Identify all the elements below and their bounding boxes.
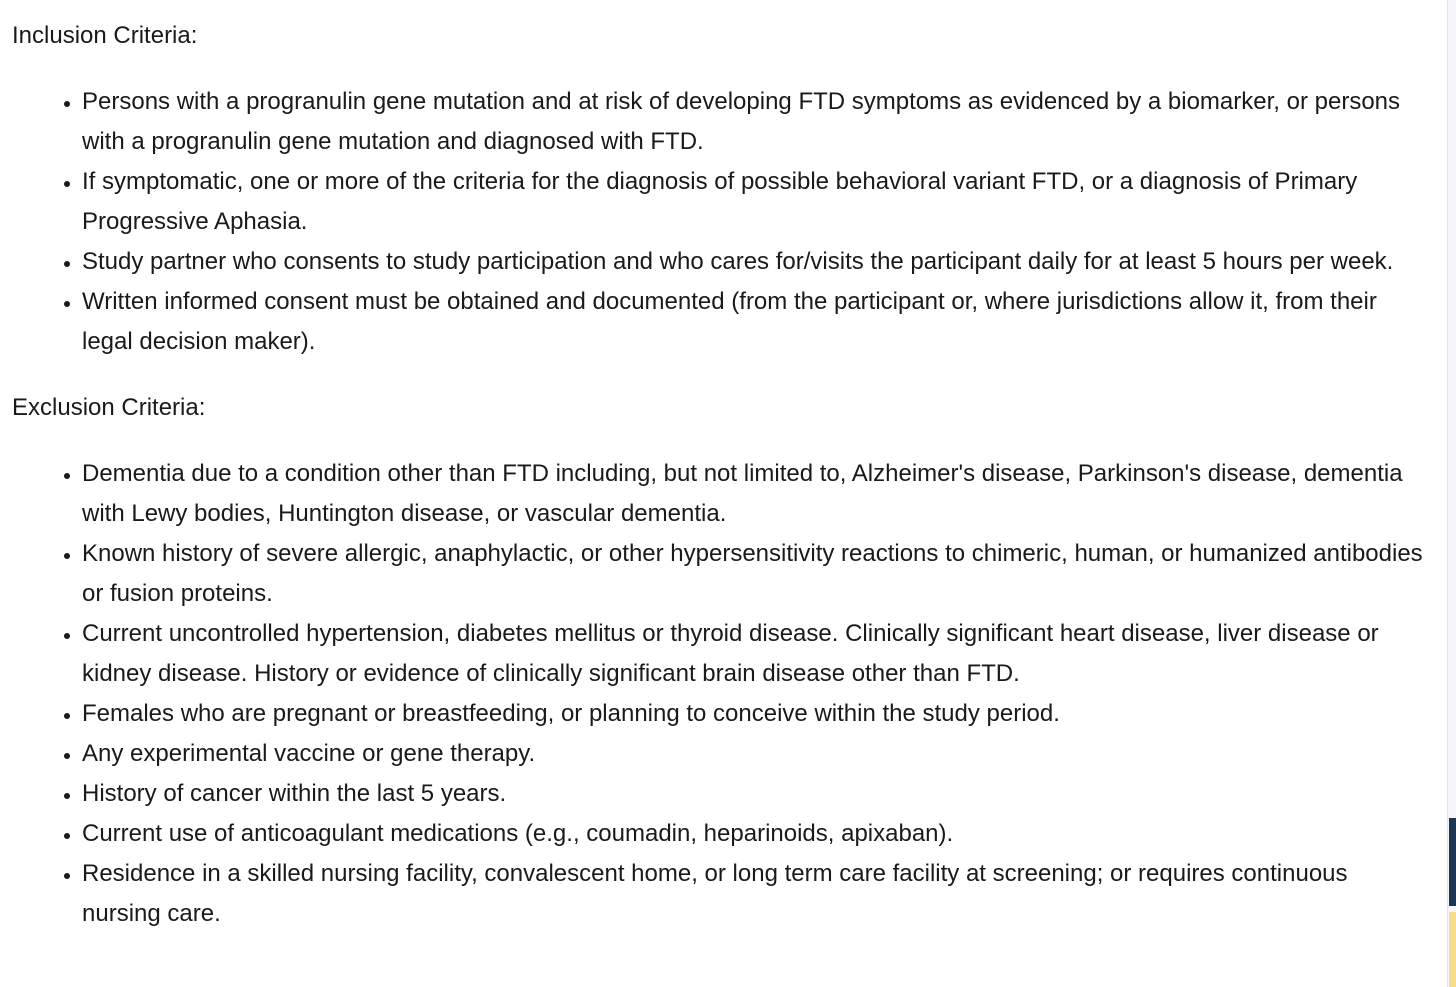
list-item: • Dementia due to a condition other than FTD including, but not limited to, Alzheimer's disease, Parkinson's disease, dementia with Lewy bodies, Huntington disease, or vascular dementia. xyxy=(82,454,1427,534)
list-item: • Any experimental vaccine or gene therapy. xyxy=(82,734,1427,774)
side-tab-navy[interactable] xyxy=(1449,818,1456,906)
side-tab-gold[interactable] xyxy=(1449,912,1456,987)
list-item: • Current uncontrolled hypertension, diabetes mellitus or thyroid disease. Clinically significant heart disease, liver disease or kidney disease. History or evidence of clinically significant brain disease other than FTD. xyxy=(82,614,1427,694)
list-item: • Current use of anticoagulant medications (e.g., coumadin, heparinoids, apixaban). xyxy=(82,814,1427,854)
list-item: • If symptomatic, one or more of the criteria for the diagnosis of possible behavioral variant FTD, or a diagnosis of Primary Progressive Aphasia. xyxy=(82,162,1427,242)
inclusion-criteria-heading: Inclusion Criteria: xyxy=(12,22,198,49)
list-item: • Females who are pregnant or breastfeeding, or planning to conceive within the study period. xyxy=(82,694,1427,734)
list-item: • Persons with a progranulin gene mutation and at risk of developing FTD symptoms as evidenced by a biomarker, or persons with a progranulin gene mutation and diagnosed with FTD. xyxy=(82,82,1427,162)
list-item: • Written informed consent must be obtained and documented (from the participant or, where jurisdictions allow it, from their legal decision maker). xyxy=(82,282,1427,362)
exclusion-criteria-heading: Exclusion Criteria: xyxy=(12,394,206,421)
list-item: • Residence in a skilled nursing facility, convalescent home, or long term care facility at screening; or requires continuous nursing care. xyxy=(82,854,1427,934)
exclusion-criteria-list xyxy=(12,454,1427,934)
list-item: • Study partner who consents to study participation and who cares for/visits the participant daily for at least 5 hours per week. xyxy=(82,242,1427,282)
list-item: • Known history of severe allergic, anaphylactic, or other hypersensitivity reactions to chimeric, human, or humanized antibodies or fusion proteins. xyxy=(82,534,1427,614)
criteria-content xyxy=(12,18,1427,962)
inclusion-criteria-list xyxy=(12,82,1427,362)
list-item: • History of cancer within the last 5 years. xyxy=(82,774,1427,814)
